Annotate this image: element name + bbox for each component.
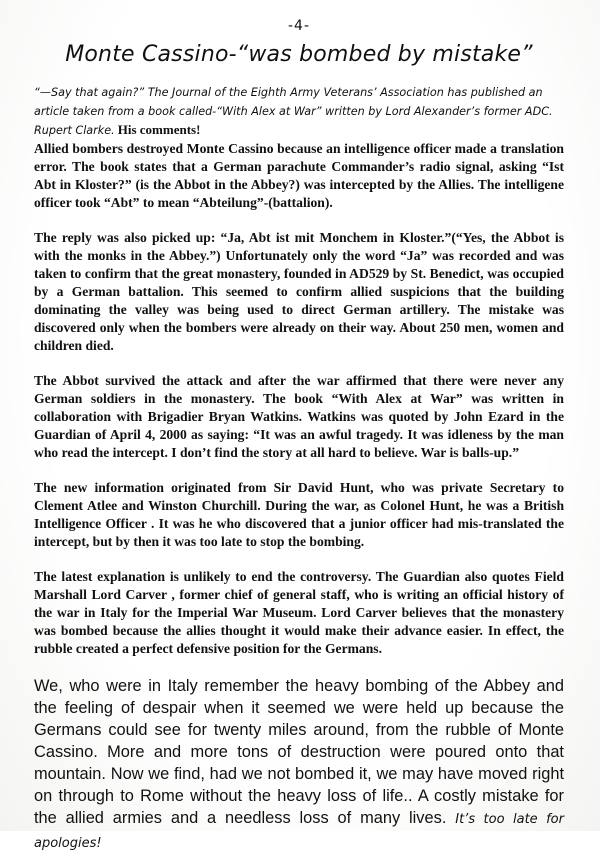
body-paragraph-5: The latest explanation is unlikely to end the controversy. The Guardian also quotes Field Marshall Lord Carver , former chief of general staff, who is writing an official history of the war in Italy for the Imperial War Museum. Lord Carver believes that the monastery was bombed because the allies thought it would make their advance easier. In effect, the rubble created a perfect defensive position for the Germans. (34, 569, 564, 656)
page-title: Monte Cassino-“was bombed by mistake” (65, 42, 533, 67)
body-paragraph-1: Allied bombers destroyed Monte Cassino because an intelligence officer made a translation error. The book states that a German parachute Commander’s radio signal, asking “Ist Abt in Kloster?” (is the Abbot in the Abbey?) was intercepted by the Allies. The intelligene officer took “Abt” to mean “Abteilung”-(battalion). (34, 141, 564, 210)
body-paragraph-3: The Abbot survived the attack and after the war affirmed that there were never any German soldiers in the monastery. The book “With Alex at War” was written in collaboration with Brigadier Bryan Watkins. Watkins was quoted by John Ezard in the Guardian of April 4, 2000 as saying: “It was an awful tragedy. It was idleness by the man who read the intercept. I don’t find the story at all hard to believe. War is balls-up.” (34, 373, 564, 460)
intro-bold-text: His comments! (117, 122, 201, 137)
page-number: -4- (287, 18, 310, 34)
intro-paragraph (34, 83, 564, 140)
intro-handwritten-text: “—Say that again?” The Journal of the Eighth Army Veterans’ Association has published an article taken from a book called-“With Alex at War” written by Lord Alexander’s former ADC. Rupert Clarke. (34, 86, 553, 137)
closing-text: We, who were in Italy remember the heavy bombing of the Abbey and the feeling of despair when it seemed we were held up because the Germans could see for twenty miles around, from the rubble of Monte Cassino. More and more tons of destruction were poured onto that mountain. Now we find, had we not bombed it, we may have moved right on through to Rome without the heavy loss of life.. A costly mistake for the allied armies and a needless loss of many lives. (34, 677, 564, 827)
closing-paragraph (34, 675, 564, 855)
body-paragraph-2: The reply was also picked up: “Ja, Abt ist mit Monchem in Kloster.”(“Yes, the Abbot is with the monks in the Abbey.”) Unfortunately only the word “Ja” was recorded and was taken to confirm that the great monastery, founded in AD529 by St. Benedict, was occupied by a German battalion. This seemed to confirm allied suspicions that the building dominating the valley was being used to direct German artillery. The mistake was discovered only when the bombers were already on their way. About 250 men, women and children died. (34, 230, 564, 353)
body-paragraph-4: The new information originated from Sir David Hunt, who was private Secretary to Clement Atlee and Winston Churchill. During the war, as Colonel Hunt, he was a British Intelligence Officer . It was he who discovered that a junior officer had mis-translated the intercept, but by then it was too late to stop the bombing. (34, 480, 564, 549)
closing-handwritten-text: It’s too late for apologies! (34, 812, 564, 851)
